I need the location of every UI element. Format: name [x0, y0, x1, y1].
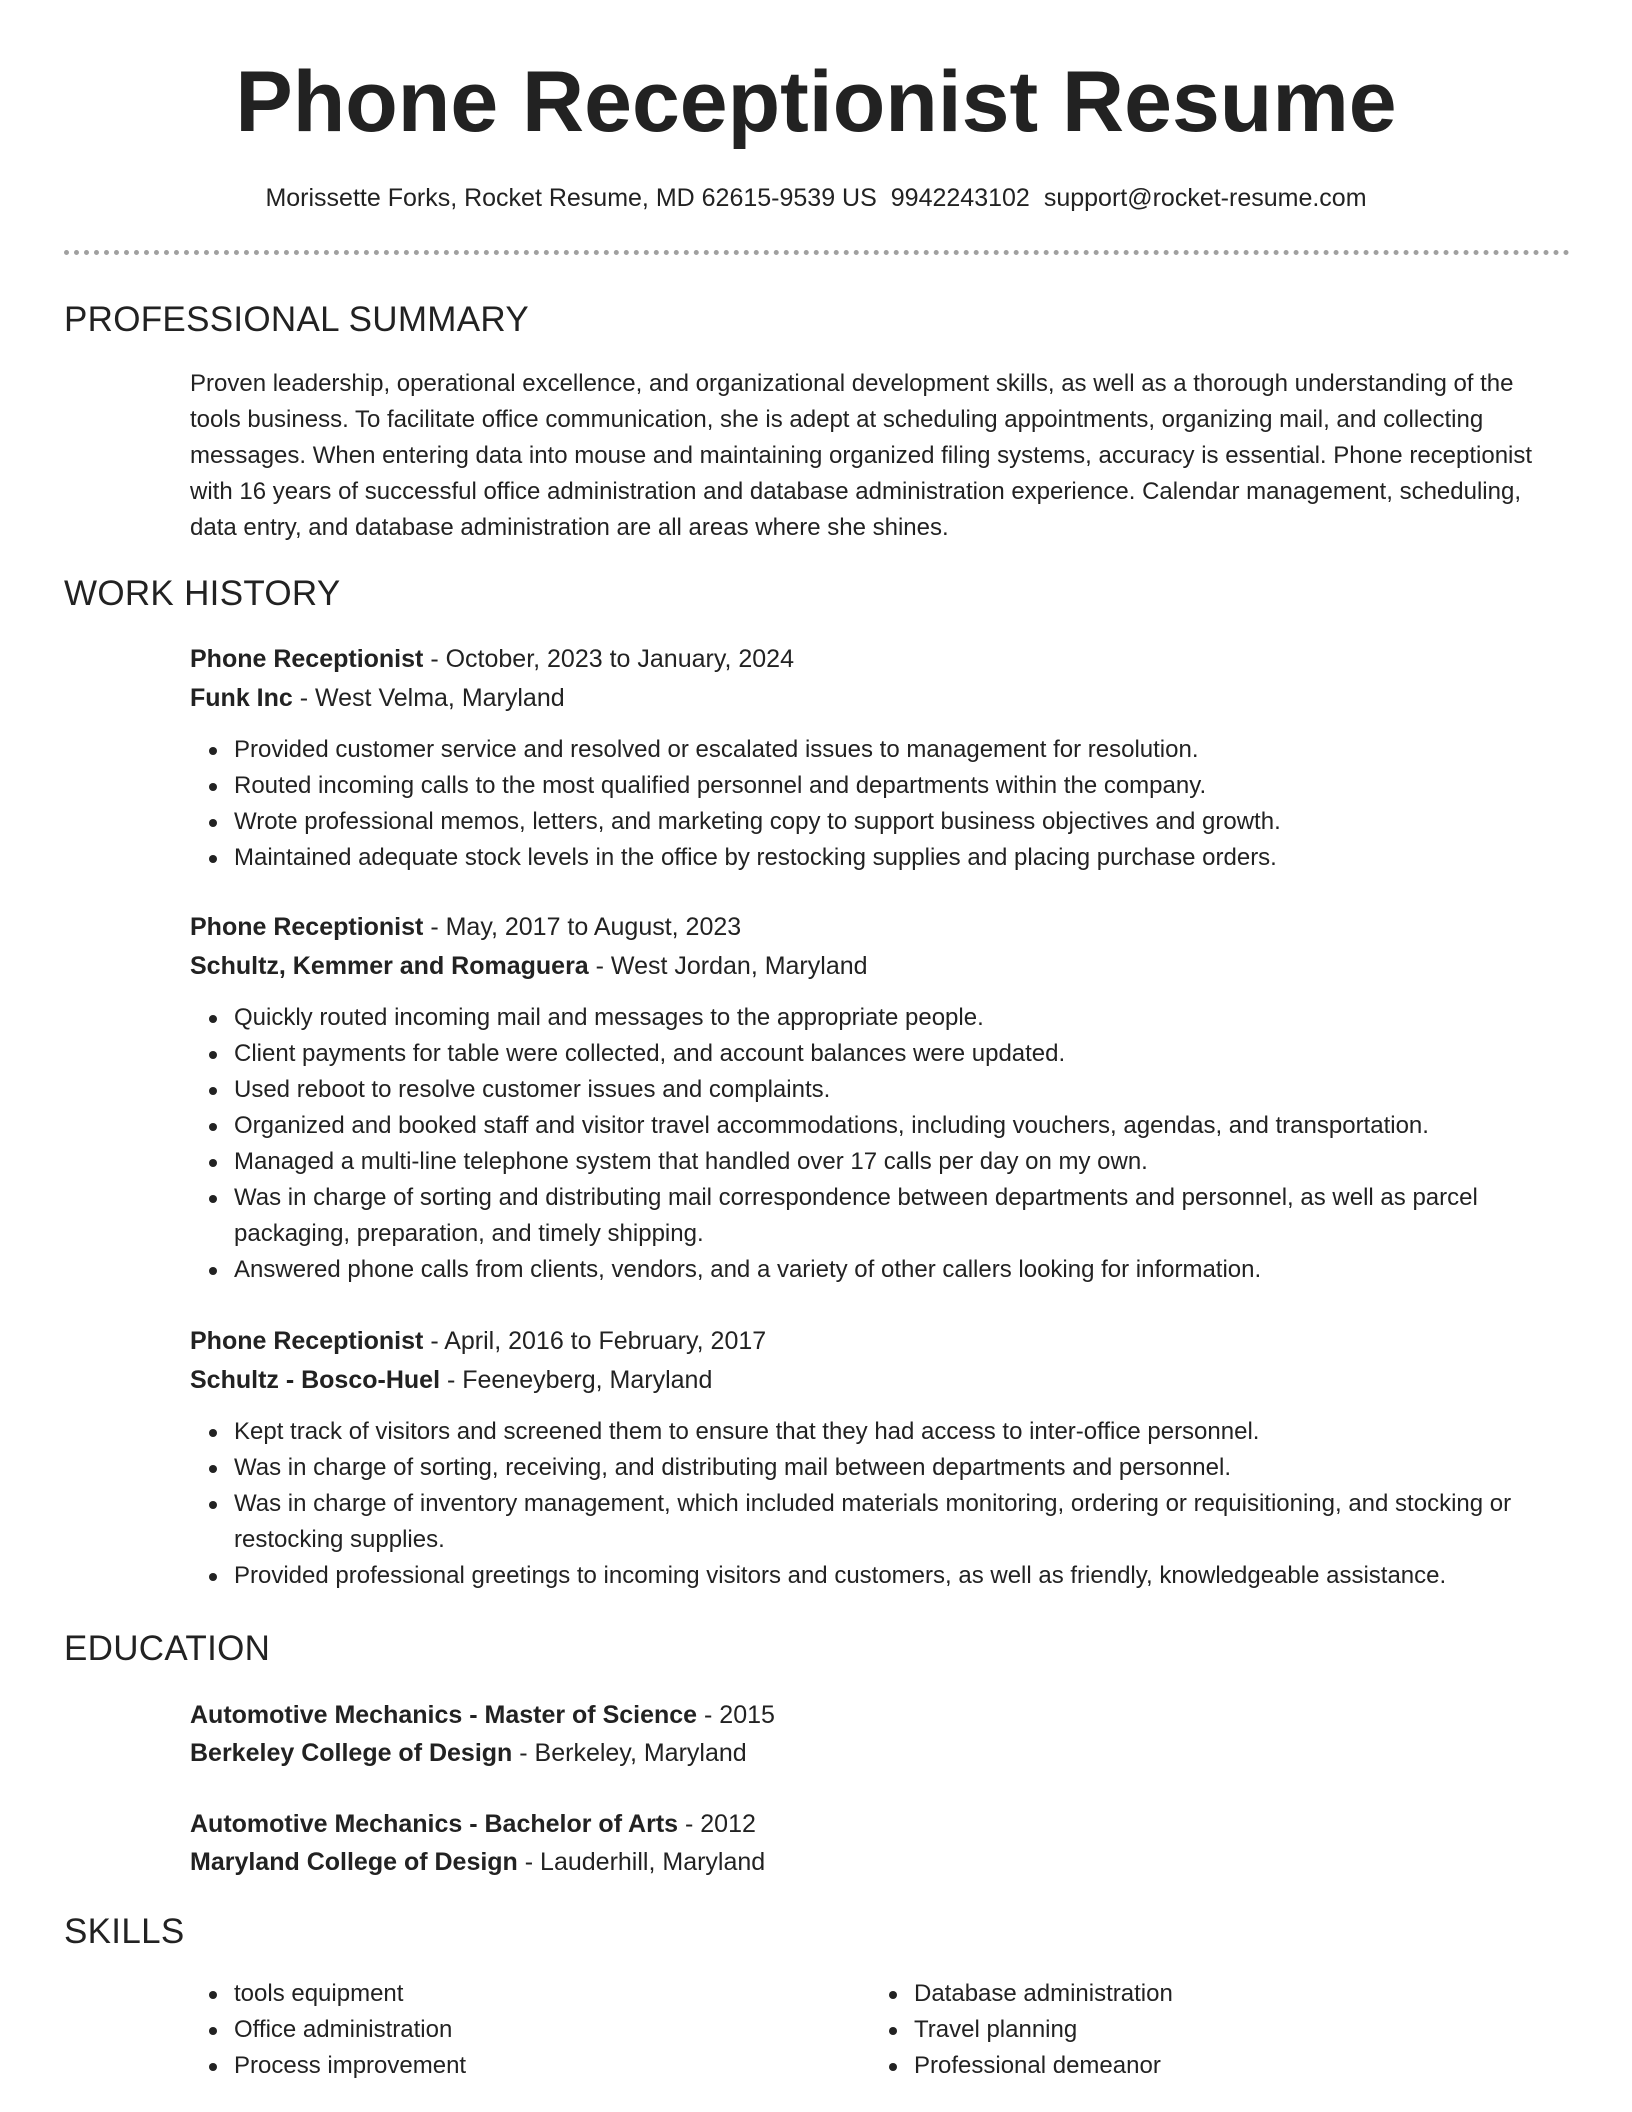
job-bullet: Client payments for table were collected, and account balances were updated.: [234, 1036, 1570, 1072]
education-location: - Berkeley, Maryland: [512, 1739, 747, 1767]
education-entry: [190, 1805, 1570, 1881]
education-degree-line: [190, 1805, 1570, 1843]
education-school: Berkeley College of Design: [190, 1739, 513, 1767]
job-bullet: Routed incoming calls to the most qualified personnel and departments within the company.: [234, 768, 1570, 804]
job-company-line: [190, 679, 1570, 718]
contact-address: Morissette Forks, Rocket Resume, MD 62615-9539 US: [265, 184, 877, 212]
skill-item: Travel planning: [914, 2012, 1530, 2048]
header-divider: [64, 250, 1570, 255]
job-dates: - April, 2016 to February, 2017: [423, 1327, 767, 1355]
contact-email: support@rocket-resume.com: [1043, 184, 1367, 212]
job-company-line: [190, 1361, 1570, 1400]
skills-list: [190, 1976, 850, 2084]
education-degree-line: [190, 1696, 1570, 1734]
job-dates: - May, 2017 to August, 2023: [423, 913, 742, 941]
job-title: Phone Receptionist: [190, 913, 424, 941]
contact-phone: 9942243102: [890, 184, 1030, 212]
job-title-line: [190, 640, 1570, 679]
work-history-heading: WORK HISTORY: [64, 574, 341, 613]
job-dates: - October, 2023 to January, 2024: [423, 645, 794, 673]
job-bullet: Was in charge of sorting and distributing mail correspondence between departments and personnel, as well as parcel packaging, preparation, and timely shipping.: [234, 1180, 1570, 1252]
education-heading: EDUCATION: [64, 1629, 271, 1668]
job-company-line: [190, 947, 1570, 986]
job-title-line: [190, 908, 1570, 947]
job-location: - West Velma, Maryland: [292, 684, 565, 712]
skill-item: Office administration: [234, 2012, 850, 2048]
job-title: Phone Receptionist: [190, 1327, 424, 1355]
skill-item: Database administration: [914, 1976, 1530, 2012]
education-school-line: [190, 1843, 1570, 1881]
job-bullet: Used reboot to resolve customer issues and complaints.: [234, 1072, 1570, 1108]
skill-item: Process improvement: [234, 2048, 850, 2084]
job-bullets: [190, 732, 1570, 876]
job-company: Schultz, Kemmer and Romaguera: [190, 952, 589, 980]
job-bullets: [190, 1414, 1570, 1594]
education-school: Maryland College of Design: [190, 1848, 518, 1876]
education-degree: Automotive Mechanics - Bachelor of Arts: [190, 1810, 679, 1838]
education-school-line: [190, 1734, 1570, 1772]
skills-heading: SKILLS: [64, 1912, 185, 1951]
job-entry: [190, 1322, 1570, 1594]
summary-text: Proven leadership, operational excellence, and organizational development skills, as well as a thorough understanding of the tools business. To facilitate office communication, she is adept at scheduling appointments, organizing mail, and collecting messages. When entering data into mouse and maintaining organized filing systems, accuracy is essential. Phone receptionist with 16 years of successful office administration and database administration experience. Calendar management, scheduling, data entry, and database administration are all areas where she shines.: [190, 370, 1533, 541]
education-degree: Automotive Mechanics - Master of Science: [190, 1701, 698, 1729]
job-title-line: [190, 1322, 1570, 1361]
job-location: - West Jordan, Maryland: [588, 952, 868, 980]
job-bullet: Kept track of visitors and screened them to ensure that they had access to inter-office personnel.: [234, 1414, 1570, 1450]
job-bullet: Answered phone calls from clients, vendors, and a variety of other callers looking for information.: [234, 1252, 1570, 1288]
skills-column-left: [190, 1976, 850, 2084]
job-entry: [190, 908, 1570, 1288]
job-bullet: Organized and booked staff and visitor travel accommodations, including vouchers, agendas, and transportation.: [234, 1108, 1570, 1144]
job-bullet: Wrote professional memos, letters, and marketing copy to support business objectives and growth.: [234, 804, 1570, 840]
resume-title: Phone Receptionist Resume: [235, 54, 1397, 150]
skills-column-right: [870, 1976, 1530, 2084]
job-bullet: Provided customer service and resolved or escalated issues to management for resolution.: [234, 732, 1570, 768]
job-entry: [190, 640, 1570, 876]
skill-item: Professional demeanor: [914, 2048, 1530, 2084]
job-company: Funk Inc: [190, 684, 293, 712]
contact-line: [0, 180, 1632, 216]
job-bullet: Maintained adequate stock levels in the office by restocking supplies and placing purchase orders.: [234, 840, 1570, 876]
education-year: - 2015: [697, 1701, 775, 1729]
education-location: - Lauderhill, Maryland: [517, 1848, 766, 1876]
summary-heading: PROFESSIONAL SUMMARY: [64, 300, 529, 339]
job-bullet: Provided professional greetings to incoming visitors and customers, as well as friendly, knowledgeable assistance.: [234, 1558, 1570, 1594]
job-bullet: Quickly routed incoming mail and messages to the appropriate people.: [234, 1000, 1570, 1036]
job-bullet: Managed a multi-line telephone system that handled over 17 calls per day on my own.: [234, 1144, 1570, 1180]
education-entry: [190, 1696, 1570, 1772]
job-location: - Feeneyberg, Maryland: [440, 1366, 713, 1394]
job-bullet: Was in charge of sorting, receiving, and distributing mail between departments and personnel.: [234, 1450, 1570, 1486]
job-bullets: [190, 1000, 1570, 1288]
skill-item: tools equipment: [234, 1976, 850, 2012]
job-bullet: Was in charge of inventory management, which included materials monitoring, ordering or requisitioning, and stocking or restocking supplies.: [234, 1486, 1570, 1558]
job-company: Schultz - Bosco-Huel: [190, 1366, 441, 1394]
education-year: - 2012: [678, 1810, 756, 1838]
skills-list: [870, 1976, 1530, 2084]
job-title: Phone Receptionist: [190, 645, 424, 673]
